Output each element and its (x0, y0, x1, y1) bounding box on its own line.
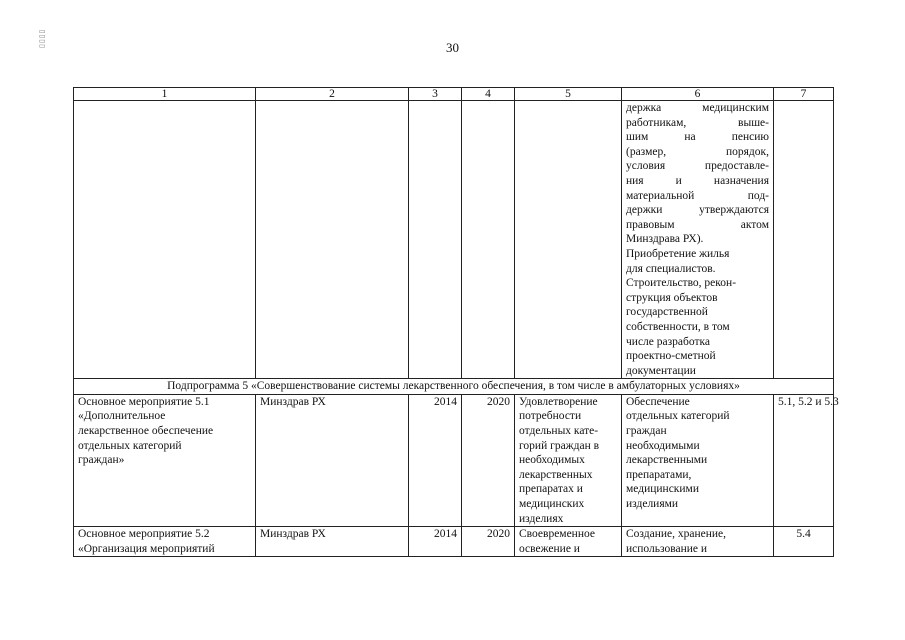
text-line: освежение и (519, 542, 580, 555)
text-line: препаратами, (626, 468, 692, 481)
cont-col-3 (409, 101, 462, 379)
expected-result-cell (515, 394, 622, 526)
header-col-1: 1 (74, 88, 256, 101)
text-line: Обеспечение (626, 395, 690, 408)
text-line: Приобретение жилья (626, 247, 730, 260)
cont-col-7 (774, 101, 834, 379)
measure-name-cell (74, 527, 256, 557)
text-line: изделиями (626, 498, 679, 511)
subprogram-title: Подпрограмма 5 «Совершенствование системы лекарственного обеспечения, в том числе в амбулаторных условиях» (74, 379, 834, 395)
cont-col-1 (74, 101, 256, 379)
end-year-cell: 2020 (462, 527, 515, 557)
header-col-6: 6 (622, 88, 774, 101)
text-line: отдельных категорий (626, 410, 730, 423)
text-line: материальной под- (626, 189, 769, 202)
continuation-row (74, 101, 834, 379)
text-line: (размер, порядок, (626, 145, 769, 158)
cont-col-5 (515, 101, 622, 379)
text-line: потребности (519, 410, 582, 423)
text-line: медицинскими (626, 483, 699, 496)
start-year-cell: 2014 (409, 527, 462, 557)
header-col-7: 7 (774, 88, 834, 101)
main-directions-cell (622, 527, 774, 557)
header-col-4: 4 (462, 88, 515, 101)
margin-scan-mark: ▯▯▯▯ (38, 28, 46, 48)
text-line: лекарственных (519, 468, 593, 481)
text-line: числе разработка (626, 335, 711, 348)
text-line: использование и (626, 542, 708, 555)
text-line: держки утверждаются (626, 204, 769, 217)
text-line: Создание, хранение, (626, 528, 727, 541)
text-line: проектно-сметной (626, 350, 716, 363)
text-line: Основное мероприятие 5.1 (78, 395, 210, 408)
text-line: держка медицинским (626, 102, 769, 114)
text-line: струкция объектов (626, 291, 718, 304)
executor-cell: Минздрав РХ (256, 394, 409, 526)
header-row (74, 88, 834, 101)
text-line: собственности, в том (626, 320, 730, 333)
text-line: государственной (626, 306, 708, 319)
text-line: Основное мероприятие 5.2 (78, 528, 210, 541)
text-line: документации (626, 364, 696, 377)
executor-cell: Минздрав РХ (256, 527, 409, 557)
cont-col-4 (462, 101, 515, 379)
text-line: изделиях (519, 512, 564, 525)
text-line: необходимых (519, 454, 585, 467)
text-line: отдельных кате- (519, 425, 599, 438)
text-line: для специалистов. (626, 262, 716, 275)
text-line: работникам, выше- (626, 116, 769, 129)
measures-table (73, 87, 839, 557)
text-line: лекарственное обеспечение (78, 425, 214, 438)
header-col-2: 2 (256, 88, 409, 101)
text-line: граждан (626, 425, 667, 438)
table-row (74, 527, 834, 557)
text-line: Строительство, рекон- (626, 277, 737, 290)
text-line: правовым актом (626, 218, 769, 231)
text-line: препаратах и (519, 483, 583, 496)
text-line: «Организация мероприятий (78, 542, 215, 555)
text-line: ния и назначения (626, 174, 769, 187)
indicators-cell: 5.4 (774, 527, 834, 557)
measure-name-cell (74, 394, 256, 526)
text-line: Минздрава РХ). (626, 233, 704, 246)
indicators-cell: 5.1, 5.2 и 5.3 (774, 394, 834, 526)
start-year-cell: 2014 (409, 394, 462, 526)
text-line: граждан» (78, 454, 125, 467)
text-line: лекарственными (626, 454, 708, 467)
text-line: «Дополнительное (78, 410, 166, 423)
end-year-cell: 2020 (462, 394, 515, 526)
text-line: Удовлетворение (519, 395, 598, 408)
page-number: 30 (446, 40, 459, 55)
text-line: Своевременное (519, 528, 595, 541)
cont-col-6-results (622, 101, 774, 379)
header-col-3: 3 (409, 88, 462, 101)
text-line: горий граждан в (519, 439, 600, 452)
text-line: отдельных категорий (78, 439, 182, 452)
header-col-5: 5 (515, 88, 622, 101)
cont-col-2 (256, 101, 409, 379)
expected-result-cell (515, 527, 622, 557)
table-row (74, 394, 834, 526)
main-directions-cell (622, 394, 774, 526)
text-line: необходимыми (626, 439, 700, 452)
subprogram-row (74, 379, 834, 395)
text-line: медицинских (519, 498, 585, 511)
text-line: условия предоставле- (626, 160, 769, 173)
text-line: шим на пенсию (626, 131, 769, 144)
